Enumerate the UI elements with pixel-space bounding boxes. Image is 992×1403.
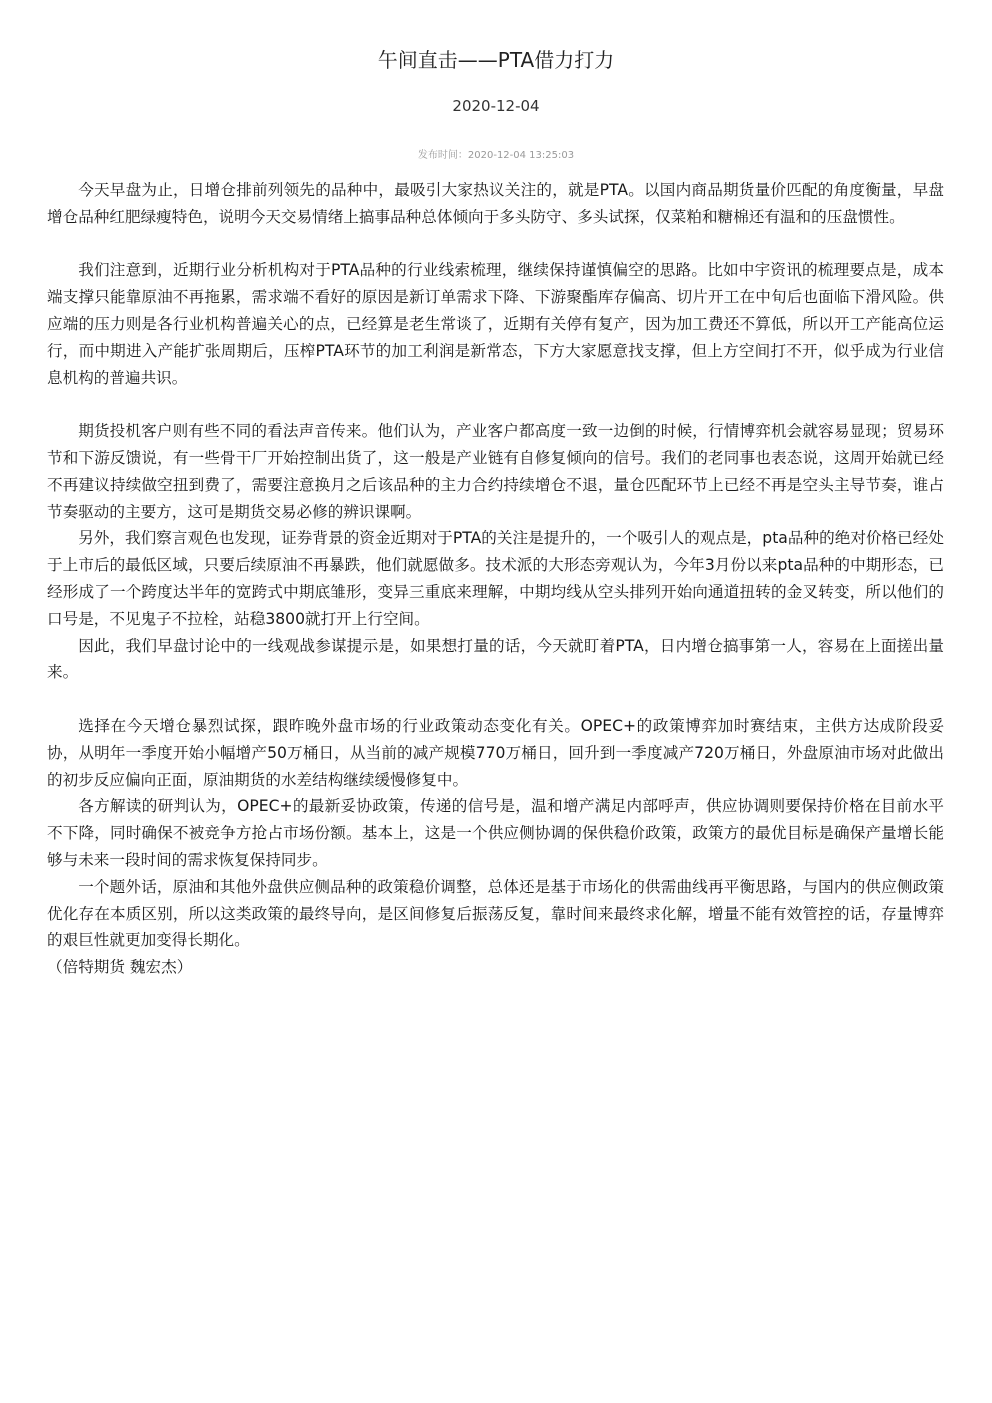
article-date: 2020-12-04	[452, 97, 540, 115]
article-title: 午间直击——PTA借力打力	[377, 48, 615, 72]
paragraph: 一个题外话，原油和其他外盘供应侧品种的政策稳价调整，总体还是基于市场化的供需曲线再平衡思路，与国内的供应侧政策优化存在本质区别，所以这类政策的最终导向，是区间修复后振荡反复，靠时间来最终求化解，增量不能有效管控的话，存量博弈的艰巨性就更加变得长期化。	[47, 877, 944, 950]
paragraph: 因此，我们早盘讨论中的一线观战参谋提示是，如果想打量的话，今天就盯着PTA，日内增仓搞事第一人，容易在上面搓出量来。	[47, 636, 944, 682]
paragraph-gap	[47, 391, 944, 418]
author-signature: （倍特期货 魏宏杰）	[47, 958, 193, 977]
article-body	[47, 177, 944, 981]
paragraph-gap	[47, 231, 944, 258]
publish-time: 发布时间：2020-12-04 13:25:03	[417, 150, 575, 161]
paragraph: 另外，我们察言观色也发现，证券背景的资金近期对于PTA的关注是提升的，一个吸引人的观点是，pta品种的绝对价格已经处于上市后的最低区域，只要后续原油不再暴跌，他们就愿做多。技术派的大形态旁观认为，今年3月份以来pta品种的中期形态，已经形成了一个跨度达半年的宽跨式中期底雏形，变异三重底来理解，中期均线从空头排列开始向通道扭转的金叉转变，所以他们的口号是，不见鬼子不拉栓，站稳3800就打开上行空间。	[47, 529, 944, 628]
paragraph: 今天早盘为止，日增仓排前列领先的品种中，最吸引大家热议关注的，就是PTA。以国内商品期货量价匹配的角度衡量，早盘增仓品种红肥绿瘦特色，说明今天交易情绪上搞事品种总体倾向于多头防守、多头试探，仅菜粕和糖棉还有温和的压盘惯性。	[47, 181, 944, 226]
paragraph: 选择在今天增仓暴烈试探，跟昨晚外盘市场的行业政策动态变化有关。OPEC+的政策博弈加时赛结束，主供方达成阶段妥协，从明年一季度开始小幅增产50万桶日，从当前的减产规模770万桶日，回升到一季度减产720万桶日，外盘原油市场对此做出的初步反应偏向正面，原油期货的水差结构继续缓慢修复中。	[47, 716, 944, 789]
paragraph: 各方解读的研判认为，OPEC+的最新妥协政策，传递的信号是，温和增产满足内部呼声，供应协调则要保持价格在目前水平不下降，同时确保不被竞争方抢占市场份额。基本上，这是一个供应侧协调的保供稳价政策，政策方的最优目标是确保产量增长能够与未来一段时间的需求恢复保持同步。	[47, 797, 944, 869]
paragraph: 我们注意到，近期行业分析机构对于PTA品种的行业线索梳理，继续保持谨慎偏空的思路。比如中宇资讯的梳理要点是，成本端支撑只能靠原油不再拖累，需求端不看好的原因是新订单需求下降、下游聚酯库存偏高、切片开工在中旬后也面临下滑风险。供应端的压力则是各行业机构普遍关心的点，已经算是老生常谈了，近期有关停有复产，因为加工费还不算低，所以开工产能高位运行，而中期进入产能扩张周期后，压榨PTA环节的加工利润是新常态，下方大家愿意找支撑，但上方空间打不开，似乎成为行业信息机构的普遍共识。	[47, 261, 944, 387]
paragraph: 期货投机客户则有些不同的看法声音传来。他们认为，产业客户都高度一致一边倒的时候，行情博弈机会就容易显现；贸易环节和下游反馈说，有一些骨干厂开始控制出货了，这一般是产业链有自修复倾向的信号。我们的老同事也表态说，这周开始就已经不再建议持续做空扭到费了，需要注意换月之后该品种的主力合约持续增仓不退，量仓匹配环节上已经不再是空头主导节奏，谁占节奏驱动的主要方，这可是期货交易必修的辨识课啊。	[47, 422, 944, 521]
paragraph-gap	[47, 686, 944, 713]
